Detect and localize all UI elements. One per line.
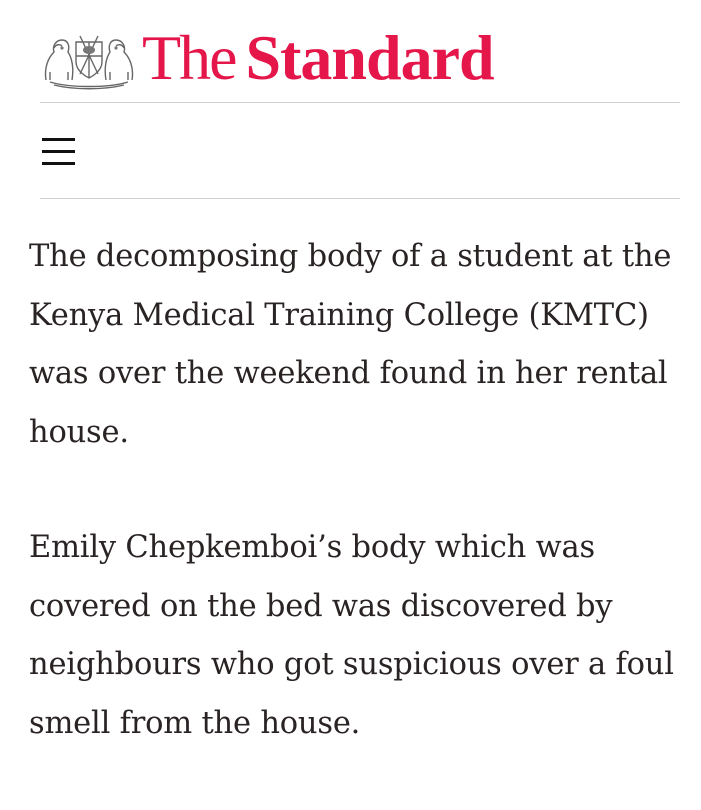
menu-bar-middle xyxy=(42,150,75,153)
menu-bar-top xyxy=(42,138,75,141)
logo-name: Standard xyxy=(245,22,494,93)
navigation-bar xyxy=(40,102,680,199)
site-logo[interactable] xyxy=(142,20,494,96)
logo-prefix: The xyxy=(142,22,236,93)
site-header xyxy=(40,0,680,103)
coat-of-arms-icon[interactable] xyxy=(40,28,138,90)
article-paragraph: The decomposing body of a student at the Kenya Medical Training College (KMTC) was over the weekend found in her rental house. xyxy=(29,239,672,450)
article-paragraph: Emily Chepkemboi’s body which was covered on the bed was discovered by neighbours who got suspicious over a foul smell from the house. xyxy=(29,530,674,741)
menu-bar-bottom xyxy=(42,162,75,165)
hamburger-menu-icon[interactable] xyxy=(40,134,76,170)
article-body xyxy=(29,228,689,810)
